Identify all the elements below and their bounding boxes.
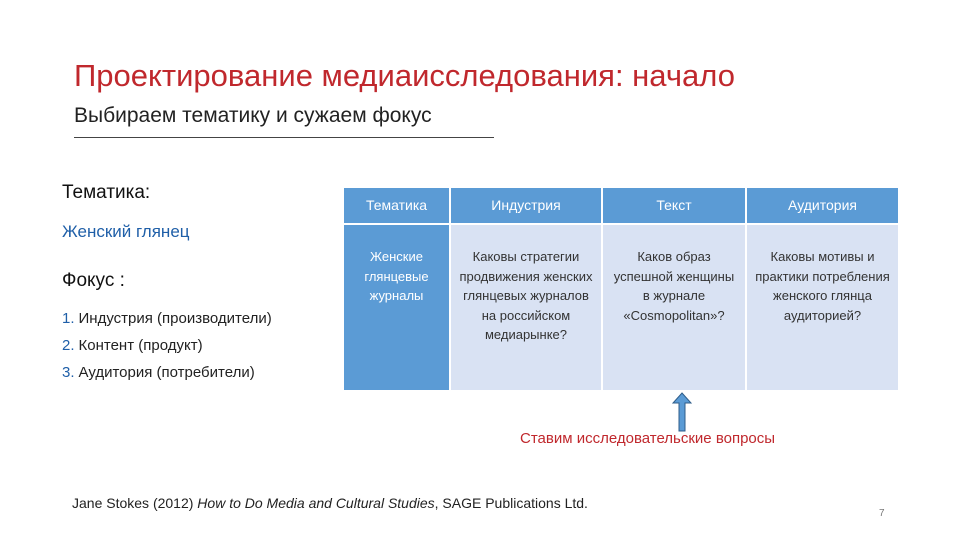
page-number: 7 <box>879 508 885 519</box>
citation-prefix: Jane Stokes (2012) <box>72 495 198 511</box>
slide-subtitle: Выбираем тематику и сужаем фокус <box>74 104 432 127</box>
theme-focus-panel <box>62 182 342 391</box>
table-header-cell: Тематика <box>344 188 451 225</box>
focus-item <box>62 310 342 327</box>
slide-title: Проектирование медиаисследования: начало <box>74 58 735 93</box>
focus-item <box>62 364 342 381</box>
table-cell-text: Каков образ успешной женщины в журнале «Cosmopolitan»? <box>603 225 747 390</box>
theme-label: Тематика: <box>62 182 151 203</box>
focus-item-number: 1. <box>62 310 75 327</box>
citation-book-title: How to Do Media and Cultural Studies <box>197 495 435 511</box>
research-questions-label: Ставим исследовательские вопросы <box>520 430 776 447</box>
table-header-cell: Текст <box>603 188 747 225</box>
up-arrow-icon <box>672 392 692 432</box>
theme-value: Женский глянец <box>62 222 190 241</box>
citation <box>72 495 588 511</box>
focus-item-text: Контент (продукт) <box>78 337 203 354</box>
focus-list <box>62 310 342 381</box>
table-header-cell: Индустрия <box>451 188 603 225</box>
focus-item-text: Аудитория (потребители) <box>78 364 255 381</box>
table-cell-theme: Женские глянцевые журналы <box>344 225 451 390</box>
focus-item-number: 3. <box>62 364 75 381</box>
table-header-cell: Аудитория <box>747 188 898 225</box>
focus-item <box>62 337 342 354</box>
table-cell-industry: Каковы стратегии продвижения женских глянцевых журналов на российском медиарынке? <box>451 225 603 390</box>
research-table <box>344 188 898 390</box>
table-cell-audience: Каковы мотивы и практики потребления женского глянца аудиторией? <box>747 225 898 390</box>
focus-item-number: 2. <box>62 337 75 354</box>
title-divider <box>74 137 494 138</box>
citation-suffix: , SAGE Publications Ltd. <box>434 495 588 511</box>
focus-label: Фокус : <box>62 270 125 291</box>
focus-item-text: Индустрия (производители) <box>78 310 272 327</box>
